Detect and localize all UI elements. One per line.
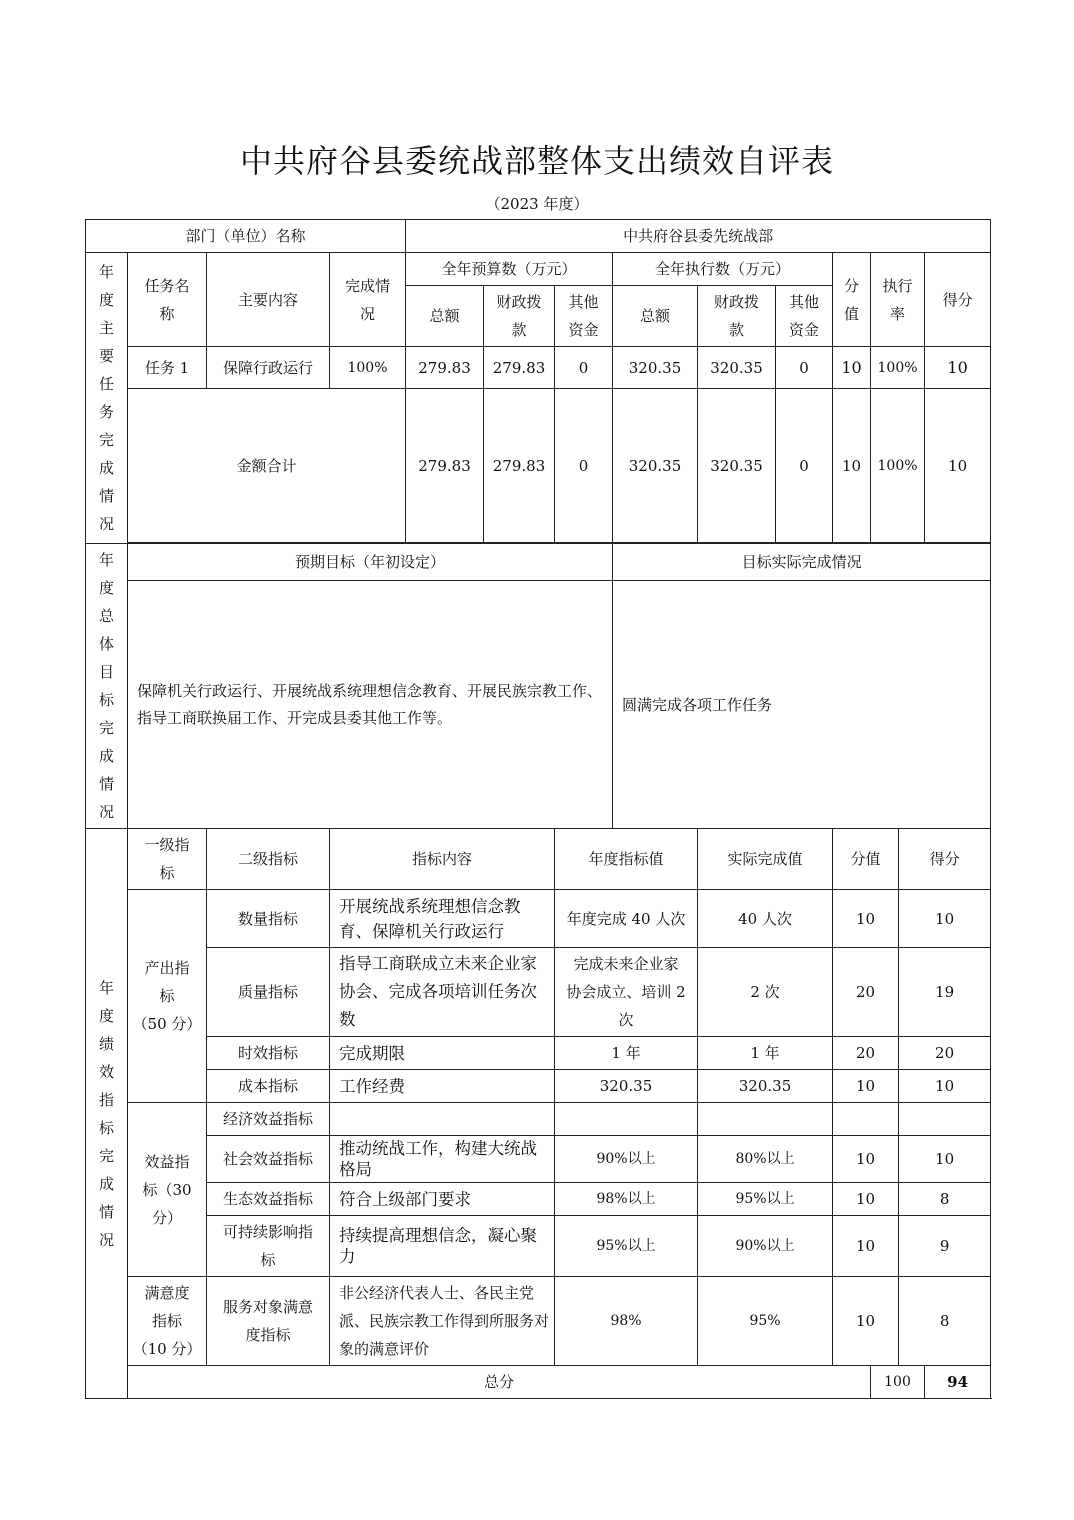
indicator-target: 年度完成 40 人次 — [555, 890, 698, 948]
indicator-actual: 2 次 — [698, 948, 833, 1037]
exec-other: 0 — [776, 347, 833, 389]
indicator-target: 1 年 — [555, 1037, 698, 1070]
table-row — [86, 1277, 991, 1366]
h-annual-execution: 全年执行数（万元） — [613, 253, 833, 286]
total-got: 94 — [925, 1366, 991, 1399]
indicator-actual: 95%以上 — [698, 1183, 833, 1216]
indicator-score: 10 — [833, 890, 899, 948]
indicator-score: 20 — [833, 1037, 899, 1070]
task-name: 任务 1 — [128, 347, 207, 389]
indicator-got: 20 — [899, 1037, 991, 1070]
level2-name: 数量指标 — [207, 890, 330, 948]
h-exec-total: 总额 — [613, 286, 698, 347]
h-got-score: 得分 — [925, 253, 991, 347]
sum-label: 金额合计 — [128, 389, 406, 543]
h-budget-total: 总额 — [406, 286, 484, 347]
s3-side-label: 年 度 绩 效 指 标 完 成 情 况 — [86, 829, 128, 1399]
indicator-actual: 95% — [698, 1277, 833, 1366]
indicator-content — [330, 1103, 555, 1136]
level2-name: 成本指标 — [207, 1070, 330, 1103]
sum-budget-fiscal: 279.83 — [484, 389, 555, 543]
h-indicator-score: 分值 — [833, 829, 899, 890]
table-row — [86, 1070, 991, 1103]
group-benefit: 效益指 标（30 分） — [128, 1103, 207, 1277]
indicator-content: 完成期限 — [330, 1037, 555, 1070]
indicator-target: 98% — [555, 1277, 698, 1366]
indicator-score — [833, 1103, 899, 1136]
indicator-content: 非公经济代表人士、各民主党派、民族宗教工作得到所服务对象的满意评价 — [330, 1277, 555, 1366]
indicator-score: 10 — [833, 1070, 899, 1103]
indicator-content: 指导工商联成立未来企业家协会、完成各项培训任务次数 — [330, 948, 555, 1037]
table-row — [86, 1183, 991, 1216]
indicator-score: 10 — [833, 1216, 899, 1277]
indicator-content: 推动统战工作，构建大统战格局 — [330, 1136, 555, 1183]
indicator-score: 10 — [833, 1183, 899, 1216]
s2-side-label: 年 度 总 体 目 标 完 成 情 况 — [86, 544, 128, 829]
sum-exec-other: 0 — [776, 389, 833, 543]
indicator-target — [555, 1103, 698, 1136]
indicator-target: 完成未来企业家 协会成立、培训 2 次 — [555, 948, 698, 1037]
sum-exec-total: 320.35 — [613, 389, 698, 543]
h-annual-budget: 全年预算数（万元） — [406, 253, 613, 286]
h-level1: 一级指 标 — [128, 829, 207, 890]
h-budget-other: 其他 资金 — [555, 286, 613, 347]
indicator-got: 10 — [899, 1070, 991, 1103]
table-row — [86, 1216, 991, 1277]
sum-budget-total: 279.83 — [406, 389, 484, 543]
page-subtitle: （2023 年度） — [485, 195, 589, 213]
indicator-score: 20 — [833, 948, 899, 1037]
group-output: 产出指 标 （50 分） — [128, 890, 207, 1103]
table-row — [86, 389, 991, 543]
exec-total: 320.35 — [613, 347, 698, 389]
indicator-target: 98%以上 — [555, 1183, 698, 1216]
table-row — [86, 347, 991, 389]
exec-fiscal: 320.35 — [698, 347, 776, 389]
indicator-content: 工作经费 — [330, 1070, 555, 1103]
level2-name: 社会效益指标 — [207, 1136, 330, 1183]
h-exec-fiscal: 财政拨 款 — [698, 286, 776, 347]
indicator-got: 9 — [899, 1216, 991, 1277]
h-completion: 完成情 况 — [330, 253, 406, 347]
level2-name: 时效指标 — [207, 1037, 330, 1070]
h-indicator-content: 指标内容 — [330, 829, 555, 890]
table-row — [86, 948, 991, 1037]
task-content: 保障行政运行 — [207, 347, 330, 389]
indicator-got: 10 — [899, 1136, 991, 1183]
h-actual-completion: 目标实际完成情况 — [613, 544, 991, 581]
evaluation-table — [85, 219, 991, 1399]
indicator-score: 10 — [833, 1136, 899, 1183]
task-status: 100% — [330, 347, 406, 389]
h-main-content: 主要内容 — [207, 253, 330, 347]
indicator-target: 90%以上 — [555, 1136, 698, 1183]
table-row — [86, 890, 991, 948]
h-annual-target: 年度指标值 — [555, 829, 698, 890]
indicator-got — [899, 1103, 991, 1136]
sum-got: 10 — [925, 389, 991, 543]
indicator-actual: 40 人次 — [698, 890, 833, 948]
score-value: 10 — [833, 347, 871, 389]
execution-rate: 100% — [871, 347, 925, 389]
sum-score: 10 — [833, 389, 871, 543]
h-score-value: 分 值 — [833, 253, 871, 347]
table-row — [86, 1103, 991, 1136]
level2-name: 经济效益指标 — [207, 1103, 330, 1136]
page-title: 中共府谷县委统战部整体支出绩效自评表 — [239, 142, 834, 180]
got-score: 10 — [925, 347, 991, 389]
actual-completion-text: 圆满完成各项工作任务 — [613, 581, 991, 829]
budget-fiscal: 279.83 — [484, 347, 555, 389]
indicator-target: 95%以上 — [555, 1216, 698, 1277]
h-level2: 二级指标 — [207, 829, 330, 890]
table-row — [86, 1037, 991, 1070]
total-row — [86, 1366, 991, 1399]
indicator-actual: 1 年 — [698, 1037, 833, 1070]
indicator-actual: 90%以上 — [698, 1216, 833, 1277]
indicator-score: 10 — [833, 1277, 899, 1366]
sum-exec-fiscal: 320.35 — [698, 389, 776, 543]
level2-name: 生态效益指标 — [207, 1183, 330, 1216]
indicator-actual — [698, 1103, 833, 1136]
h-expected-goal: 预期目标（年初设定） — [128, 544, 613, 581]
dept-value: 中共府谷县委先统战部 — [406, 220, 991, 253]
indicator-got: 10 — [899, 890, 991, 948]
budget-total: 279.83 — [406, 347, 484, 389]
dept-label: 部门（单位）名称 — [86, 220, 406, 253]
indicator-got: 8 — [899, 1277, 991, 1366]
indicator-actual: 80%以上 — [698, 1136, 833, 1183]
indicator-got: 8 — [899, 1183, 991, 1216]
level2-name: 服务对象满意 度指标 — [207, 1277, 330, 1366]
group-satisfaction: 满意度 指标 （10 分） — [128, 1277, 207, 1366]
total-score: 100 — [871, 1366, 925, 1399]
budget-other: 0 — [555, 347, 613, 389]
h-budget-fiscal: 财政拨 款 — [484, 286, 555, 347]
indicator-content: 符合上级部门要求 — [330, 1183, 555, 1216]
indicator-content: 持续提高理想信念，凝心聚力 — [330, 1216, 555, 1277]
indicator-got: 19 — [899, 948, 991, 1037]
h-actual-value: 实际完成值 — [698, 829, 833, 890]
sum-budget-other: 0 — [555, 389, 613, 543]
level2-name: 可持续影响指 标 — [207, 1216, 330, 1277]
total-label: 总分 — [128, 1366, 871, 1399]
indicator-content: 开展统战系统理想信念教育、保障机关行政运行 — [330, 890, 555, 948]
expected-goal-text: 保障机关行政运行、开展统战系统理想信念教育、开展民族宗教工作、指导工商联换届工作、开完成县委其他工作等。 — [128, 581, 613, 829]
table-row — [86, 1136, 991, 1183]
h-indicator-got: 得分 — [899, 829, 991, 890]
indicator-actual: 320.35 — [698, 1070, 833, 1103]
s1-side-label: 年 度 主 要 任 务 完 成 情 况 — [86, 253, 128, 544]
level2-name: 质量指标 — [207, 948, 330, 1037]
indicator-target: 320.35 — [555, 1070, 698, 1103]
h-execution-rate: 执行 率 — [871, 253, 925, 347]
sum-rate: 100% — [871, 389, 925, 543]
h-exec-other: 其他 资金 — [776, 286, 833, 347]
h-task-name: 任务名 称 — [128, 253, 207, 347]
